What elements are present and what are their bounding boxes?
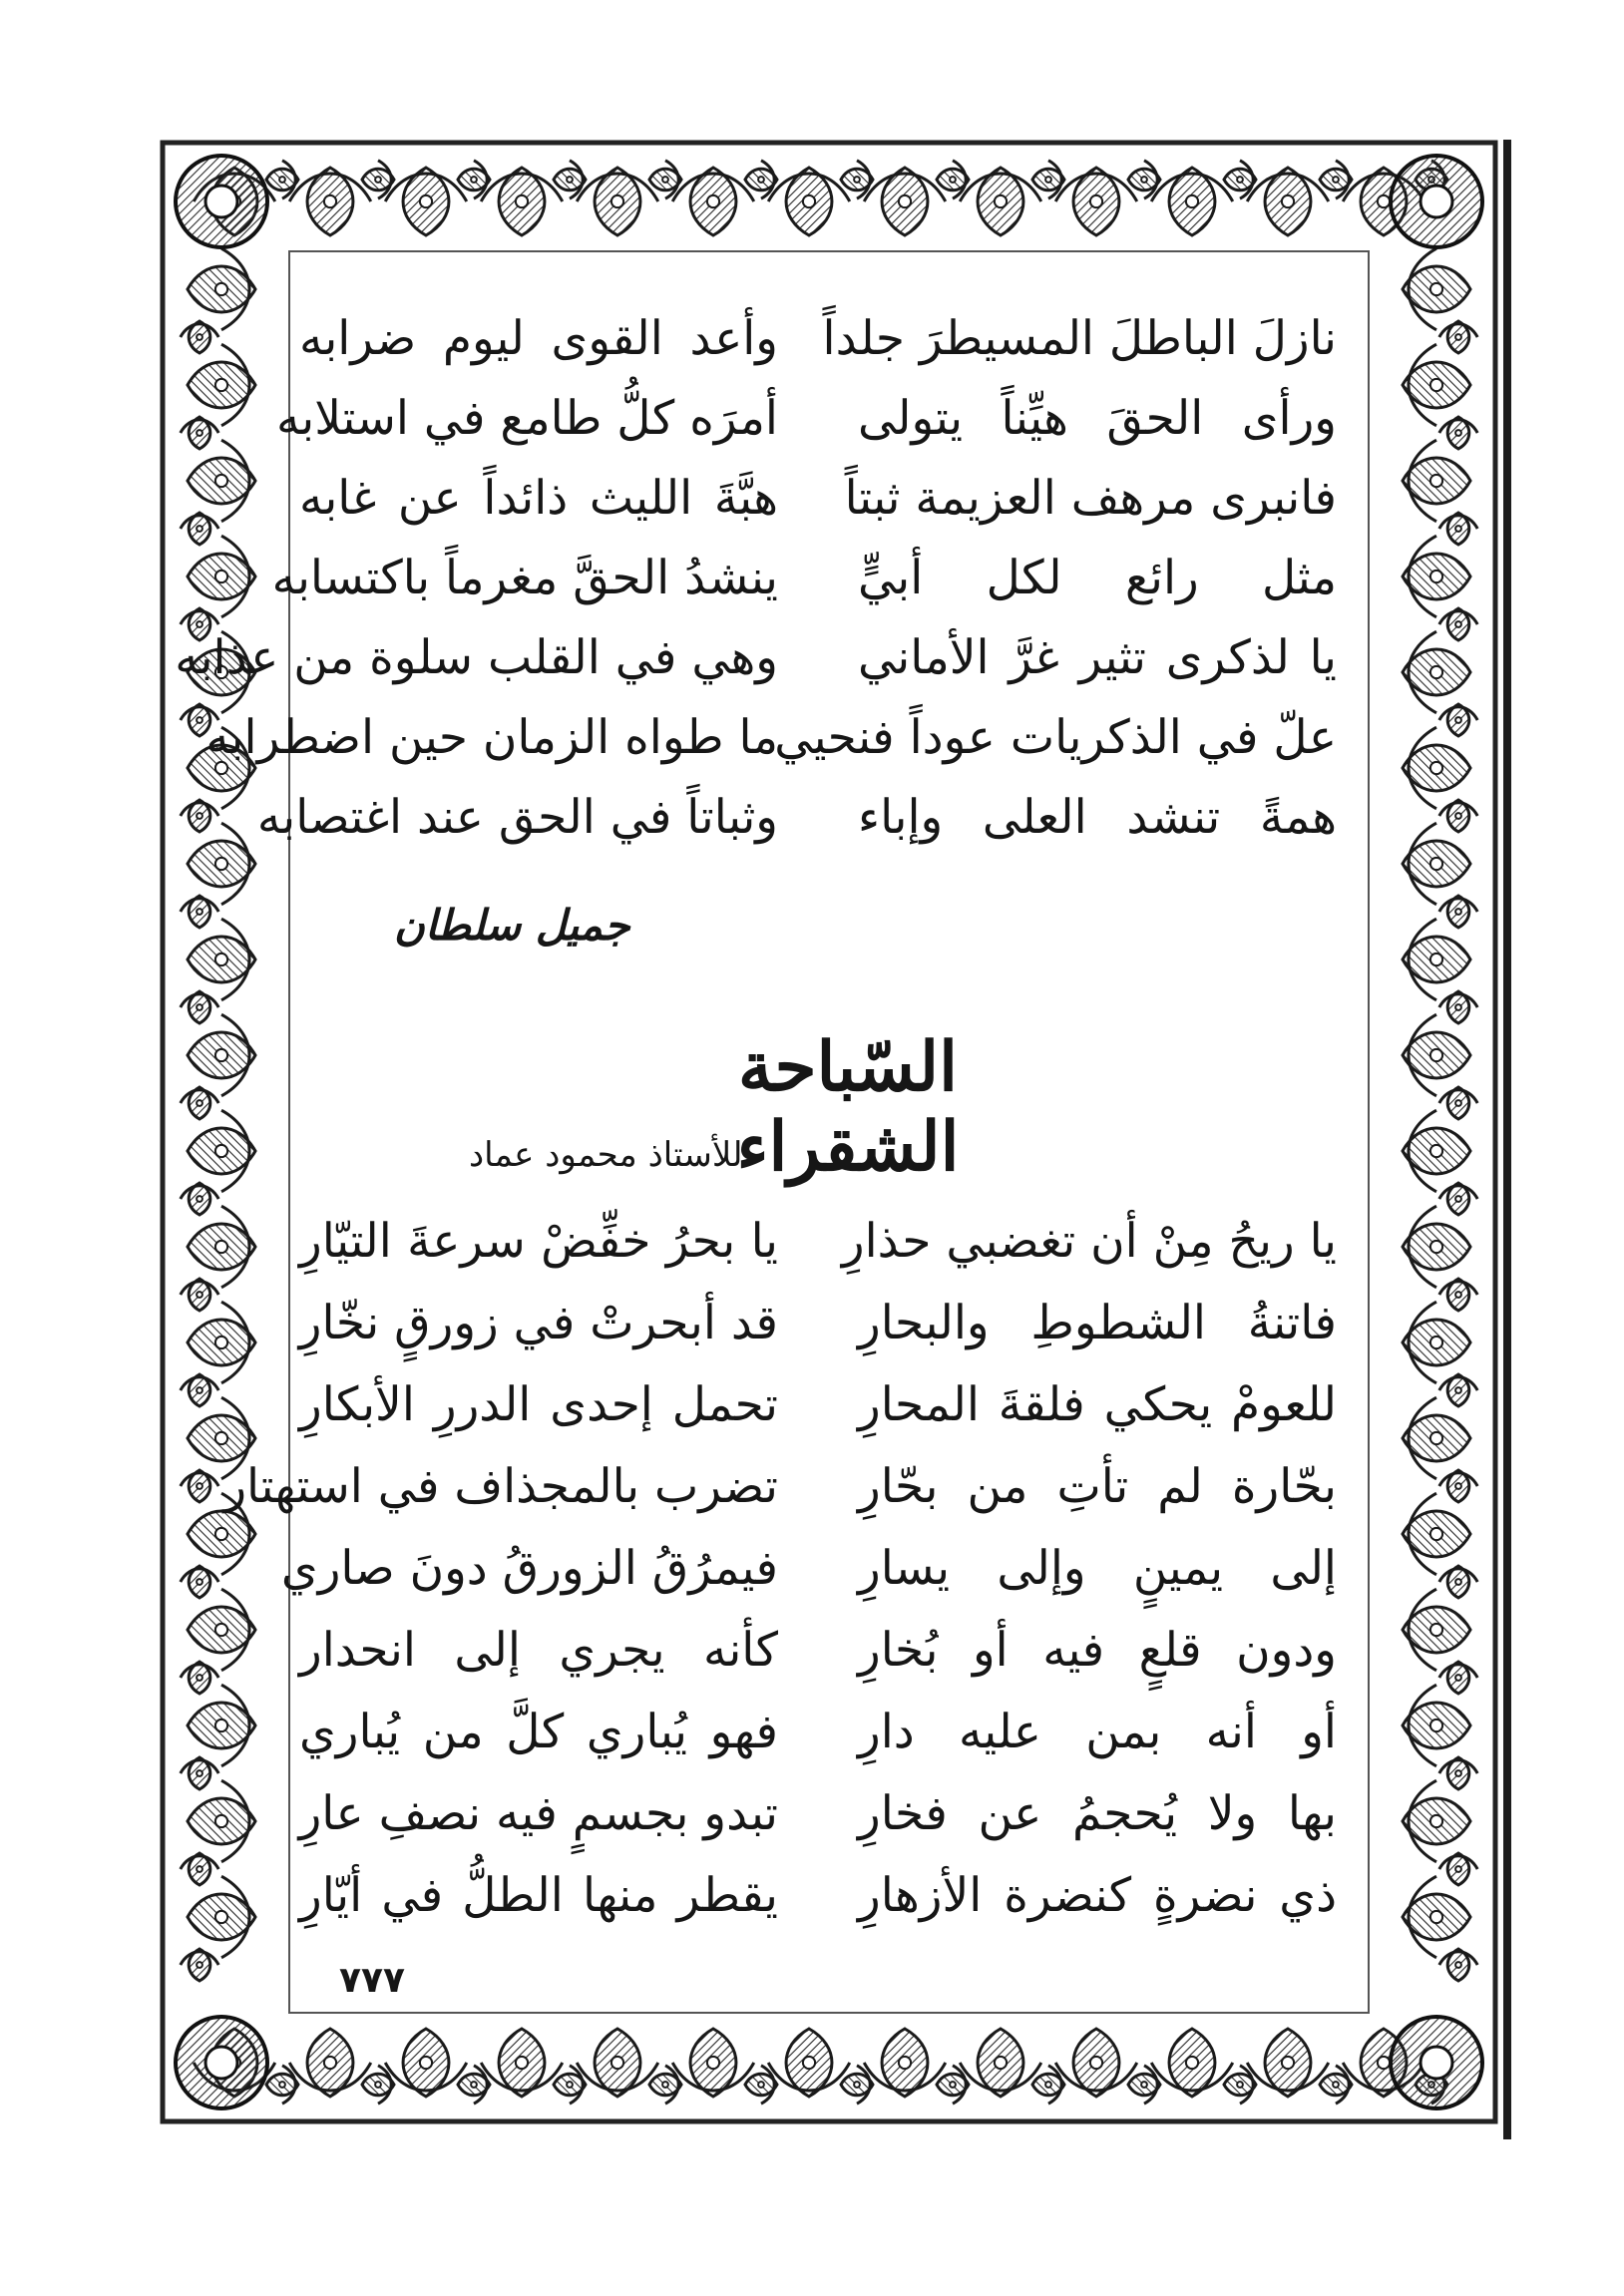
verse-first-hemistich: فانبرى مرهف العزيمة ثبتاً: [844, 471, 1337, 526]
verse-line: [205, 703, 1337, 783]
verse-first-hemistich: إلى يمينٍ وإلى يسارِ: [858, 1541, 1337, 1596]
verse-line: [299, 1698, 1337, 1777]
verse-line: [299, 1616, 1337, 1696]
verse-line: [299, 464, 1337, 544]
verse-line: [299, 1779, 1337, 1859]
verse-line: [280, 1534, 1337, 1614]
verse-second-hemistich: تحمل إحدى الدررِ الأبكارِ: [299, 1377, 778, 1432]
poem-top: [175, 304, 1337, 863]
verse-second-hemistich: أمرَه كلُّ طامع في استلابه: [275, 391, 778, 446]
verse-first-hemistich: أو أنه بمن عليه دارِ: [858, 1705, 1337, 1759]
poem-bottom: [223, 1207, 1337, 1945]
verse-line: [299, 1207, 1337, 1287]
verse-first-hemistich: فاتنةُ الشطوطِ والبحارِ: [858, 1296, 1337, 1350]
verse-line: [299, 1861, 1337, 1941]
verse-second-hemistich: يقطر منها الطلُّ في أيّارِ: [299, 1868, 778, 1923]
verse-second-hemistich: وثباتاً في الحق عند اغتصابه: [256, 790, 778, 845]
verse-first-hemistich: ذي نضرةٍ كنضرة الأزهارِ: [858, 1868, 1337, 1923]
verse-second-hemistich: ينشدُ الحقَّ مغرماً باكتسابه: [271, 551, 778, 605]
verse-second-hemistich: تضرب بالمجذاف في استهتار: [223, 1459, 778, 1514]
verse-second-hemistich: فيمرُقُ الزورقُ دونَ صاري: [280, 1541, 778, 1596]
verse-first-hemistich: ورأى الحقَ هيِّناً يتولى: [858, 391, 1337, 446]
verse-second-hemistich: وهي في القلب سلوة من عذابه: [175, 630, 778, 685]
verse-second-hemistich: هبَّةَ الليث ذائداً عن غابه: [299, 471, 778, 526]
verse-first-hemistich: همةً تنشد العلى وإباء: [858, 790, 1337, 845]
verse-first-hemistich: يا ريحُ مِنْ أن تغضبي حذارِ: [841, 1214, 1337, 1269]
verse-second-hemistich: كأنه يجري إلى انحدار: [299, 1623, 778, 1678]
verse-line: [175, 623, 1337, 703]
verse-first-hemistich: يا لذكرى تثير غرَّ الأماني: [858, 630, 1337, 685]
verse-line: [256, 783, 1337, 863]
page-number: ٧٧٧: [339, 1960, 405, 2001]
verse-line: [299, 1289, 1337, 1368]
verse-second-hemistich: ما طواه الزمان حين اضطرابه: [205, 710, 778, 765]
verse-second-hemistich: يا بحرُ خفِّضْ سرعةَ التيّارِ: [299, 1214, 778, 1269]
verse-first-hemistich: بها ولا يُحجمُ عن فخارِ: [858, 1786, 1337, 1841]
poem-author: للأستاذ محمود عماد: [469, 1135, 743, 1175]
verse-second-hemistich: وأعد القوى ليوم ضرابه: [299, 311, 778, 366]
verse-first-hemistich: للعومْ يحكي فلقةَ المحارِ: [858, 1377, 1337, 1432]
poet-signature: جميل سلطان: [394, 901, 630, 950]
verse-first-hemistich: مثل رائع لكل أبيٍّ: [858, 551, 1337, 605]
verse-line: [223, 1452, 1337, 1532]
verse-first-hemistich: ودون قلعٍ فيه أو بُخارِ: [858, 1623, 1337, 1678]
verse-line: [299, 304, 1337, 384]
verse-second-hemistich: قد أبحرتْ في زورقٍ نخّارِ: [298, 1296, 778, 1350]
poem-title: السّباحة الشقراء: [736, 1027, 960, 1187]
verse-line: [275, 384, 1337, 464]
verse-first-hemistich: بحّارة لم تأتِ من بحّارِ: [858, 1459, 1337, 1514]
verse-line: [271, 544, 1337, 623]
verse-second-hemistich: فهو يُباري كلَّ من يُباري: [299, 1705, 778, 1759]
page-edge-shadow: [1503, 140, 1511, 2139]
verse-line: [299, 1370, 1337, 1450]
verse-first-hemistich: علّ في الذكريات عوداً فنحيي: [774, 710, 1337, 765]
verse-first-hemistich: نازلَ الباطلَ المسيطرَ جلداً: [822, 311, 1337, 366]
verse-second-hemistich: تبدو بجسمٍ فيه نصفِ عارِ: [298, 1786, 778, 1841]
